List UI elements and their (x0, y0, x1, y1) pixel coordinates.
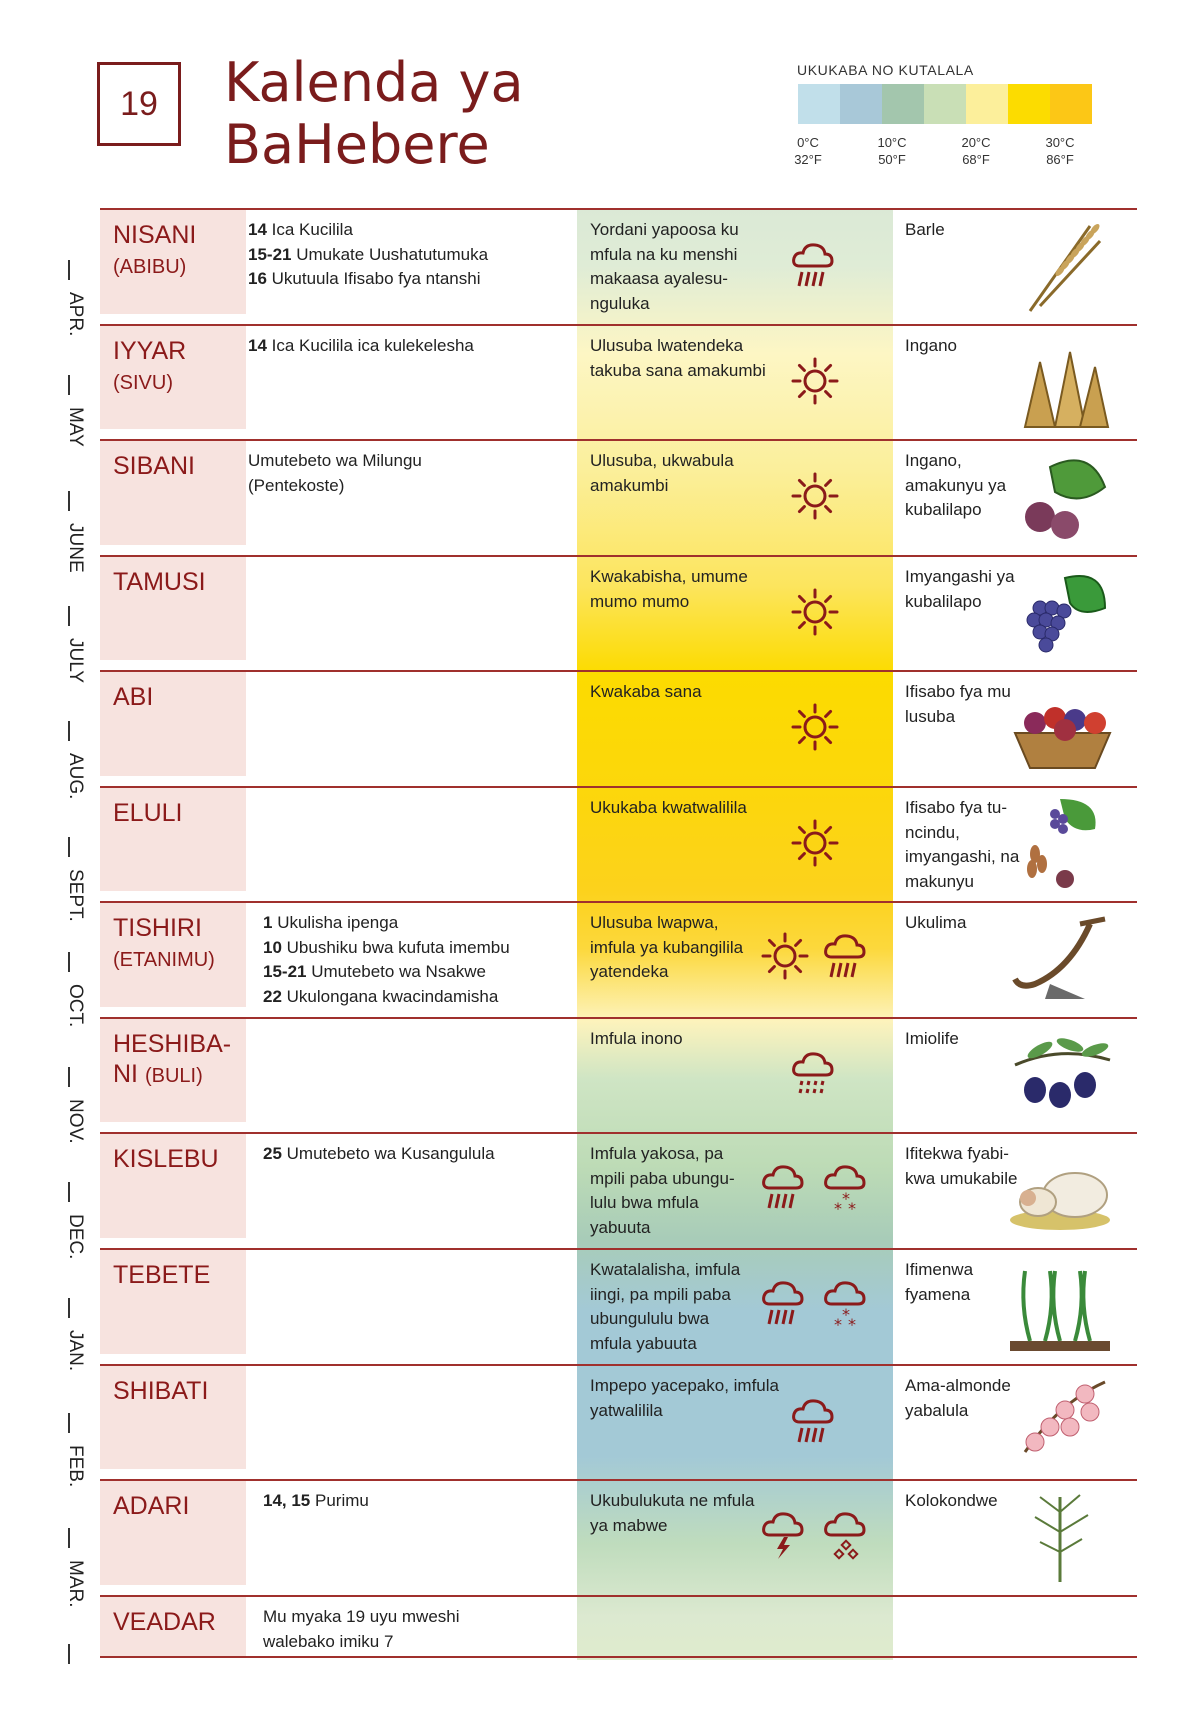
festival-item (263, 1605, 593, 1630)
weather-description: Impepo yacepako, imfula yatwalilila (590, 1376, 779, 1420)
gregorian-separator (68, 375, 70, 395)
festival-text: Ica Kucilila (266, 220, 353, 239)
festival-item (263, 911, 593, 936)
harvest-description: Ama-almonde yabalula (905, 1376, 1011, 1420)
harvest-description: Kolokondwe (905, 1491, 998, 1510)
month-cell (100, 1250, 246, 1354)
festival-text: Umutebeto wa Kusangulula (281, 1144, 495, 1163)
harvest-description: Imyangashi ya kubalilapo (905, 567, 1015, 611)
sun-icon (760, 931, 810, 988)
sheep-icon (1010, 1140, 1115, 1245)
festival-item (263, 1630, 593, 1655)
festival-text: Umutebeto wa Nsakwe (306, 962, 487, 981)
barley-icon (1010, 216, 1115, 321)
month-cell (100, 1481, 246, 1585)
month-row (100, 786, 1137, 901)
sun-icon (790, 587, 840, 644)
hebrew-month-name (113, 1491, 189, 1521)
hebrew-month-line: VEADAR (113, 1608, 216, 1636)
festival-item (263, 960, 593, 985)
festival-text: Umukate Uushatutumuka (291, 244, 489, 264)
festival-text: (Pentekoste) (248, 475, 345, 495)
hebrew-month-name (113, 336, 186, 398)
month-row (100, 1248, 1137, 1364)
legend-tick (778, 134, 838, 168)
harvest-description: Barle (905, 220, 945, 239)
gregorian-separator (68, 952, 70, 972)
svg-text:*: * (848, 1199, 856, 1214)
hebrew-month-line: ELULI (113, 799, 183, 827)
month-row (100, 324, 1137, 439)
festival-day: 25 (263, 1144, 282, 1163)
legend-tick-celsius: 20°C (961, 135, 991, 150)
hebrew-month-line (113, 366, 186, 398)
gregorian-separator (68, 1413, 70, 1433)
gregorian-separator (68, 491, 70, 511)
gregorian-month-label: OCT. (65, 983, 86, 1028)
gregorian-separator (68, 606, 70, 626)
gregorian-month-label: FEB. (65, 1445, 86, 1488)
hebrew-month-name (113, 1144, 219, 1174)
hebrew-month-name (113, 220, 196, 282)
month-cell (100, 788, 246, 891)
legend-swatch (966, 84, 1008, 124)
gregorian-month-label: DEC. (65, 1214, 86, 1260)
month-row (100, 439, 1137, 555)
svg-text:*: * (848, 1315, 856, 1330)
grapes-icon (1010, 563, 1115, 668)
hebrew-month-name (113, 1607, 216, 1637)
month-row (100, 1364, 1137, 1479)
festival-day: 15-21 (248, 244, 292, 264)
festival-day: 10 (263, 937, 282, 957)
legend-swatch (924, 84, 966, 124)
weather-description: Kwatalalisha, imfula iingi, pa mpili paba ubungululu bwa mfula yabuuta (590, 1260, 741, 1353)
hebrew-month-name (113, 451, 195, 481)
legend-tick (862, 134, 922, 168)
hebrew-month-name-cont: NI (113, 1060, 145, 1088)
dates-grapes-figs-icon (1010, 794, 1115, 899)
festival-list (248, 449, 578, 498)
gregorian-month-label: MAY (65, 407, 86, 448)
hebrew-month-line: TAMUSI (113, 568, 206, 596)
sun-icon (790, 818, 840, 875)
light-rain-cloud-icon (790, 1049, 840, 1106)
festival-item (263, 985, 593, 1010)
festival-day: 14, 15 (263, 1491, 311, 1510)
festival-item (248, 243, 578, 268)
hebrew-month-line: NISANI (113, 221, 197, 249)
festival-text: Umutebeto wa Milungu (248, 451, 422, 470)
olives-icon (1010, 1025, 1115, 1130)
festival-item (248, 334, 578, 359)
hebrew-month-line: SIBANI (113, 452, 195, 480)
harvest-description: Ingano, amakunyu ya kubalilapo (905, 451, 1007, 519)
festival-item (248, 218, 578, 243)
snow-cloud-icon (822, 1278, 872, 1335)
legend-swatch (840, 84, 882, 124)
figs-icon (1010, 447, 1115, 552)
weather-description: Ukukaba kwatwalilila (590, 798, 747, 817)
gregorian-separator (68, 1644, 70, 1664)
page-title (224, 52, 524, 176)
festival-day: 1 (263, 913, 273, 932)
fruit-basket-icon (1010, 678, 1115, 783)
legend-tick-fahrenheit: 68°F (962, 152, 990, 167)
festival-text: Ukutuula Ifisabo fya ntanshi (266, 269, 481, 288)
hebrew-month-line: TISHIRI (113, 914, 202, 942)
hebrew-month-name (113, 798, 182, 828)
gregorian-month-label: NOV. (65, 1099, 86, 1144)
month-row (100, 1479, 1137, 1595)
gregorian-month-label: JAN. (65, 1329, 86, 1371)
month-row (100, 670, 1137, 786)
legend-tick-fahrenheit: 86°F (1046, 152, 1074, 167)
rain-cloud-icon (760, 1162, 810, 1219)
month-row (100, 1595, 1137, 1656)
gregorian-separator (68, 1298, 70, 1318)
sun-icon (790, 702, 840, 759)
weather-description: Ulusuba lwapwa, imfula ya kubangilila yatendeka (590, 913, 744, 981)
title-line-2: BaHebere (224, 113, 490, 176)
snow-cloud-icon (822, 1162, 872, 1219)
gregorian-separator (68, 837, 70, 857)
harvest-description: Ingano (905, 336, 957, 355)
month-cell (100, 1366, 246, 1469)
weather-description: Kwakabisha, umume mumo mumo (590, 567, 748, 611)
hebrew-month-line (113, 943, 215, 975)
hebrew-month-line: TEBETE (113, 1261, 211, 1289)
hebrew-month-name (113, 1260, 210, 1290)
month-cell (100, 672, 246, 776)
month-row (100, 1017, 1137, 1132)
month-cell (100, 903, 246, 1007)
hebrew-month-alt-name: (ABIBU) (113, 256, 187, 278)
hebrew-month-name (113, 567, 206, 597)
festival-item (248, 449, 578, 474)
festival-text: Ukulisha ipenga (272, 913, 399, 932)
festival-list (248, 334, 578, 359)
legend-tick-celsius: 0°C (797, 135, 819, 150)
festival-item (263, 936, 593, 961)
month-row (100, 901, 1137, 1017)
festival-text: Mu myaka 19 uyu mweshi (263, 1607, 460, 1626)
weather-description: Ulusuba, ukwabula amakumbi (590, 451, 734, 495)
gregorian-month-label: JULY (65, 637, 86, 683)
month-row (100, 555, 1137, 670)
temperature-legend-bar (798, 84, 1092, 124)
hebrew-month-line: SHIBATI (113, 1377, 209, 1405)
gregorian-month-label: SEPT. (65, 868, 86, 922)
hebrew-month-name (113, 1376, 208, 1406)
sun-icon (790, 471, 840, 528)
month-row (100, 1132, 1137, 1248)
svg-text:*: * (834, 1315, 842, 1330)
table-bottom-rule (100, 1656, 1137, 1658)
harvest-description: Imiolife (905, 1029, 959, 1048)
plow-icon (1010, 909, 1115, 1014)
legend-tick-fahrenheit: 50°F (878, 152, 906, 167)
festival-item (248, 267, 578, 292)
month-cell (100, 441, 246, 545)
hebrew-month-name (113, 1029, 231, 1091)
legend-swatch (798, 84, 840, 124)
month-cell (100, 557, 246, 660)
harvest-description: Ifimenwa fyamena (905, 1260, 974, 1304)
legend-tick-fahrenheit: 32°F (794, 152, 822, 167)
svg-text:*: * (834, 1199, 842, 1214)
weather-description: Ukubulukuta ne mfula ya mabwe (590, 1491, 755, 1535)
gregorian-month-label: JUNE (65, 522, 86, 573)
legend-swatch (1050, 84, 1092, 124)
month-row (100, 208, 1137, 324)
flax-icon (1010, 1487, 1115, 1592)
month-cell (100, 1134, 246, 1238)
rain-cloud-icon (790, 1396, 840, 1453)
hebrew-month-name (113, 913, 215, 975)
almond-blossom-icon (1010, 1372, 1115, 1477)
festival-day: 16 (248, 269, 267, 288)
legend-swatch (882, 84, 924, 124)
hail-cloud-icon (822, 1509, 872, 1566)
month-cell (100, 210, 246, 314)
weather-description: Kwakaba sana (590, 682, 702, 701)
festival-item (248, 474, 578, 499)
festival-day: 14 (248, 220, 267, 239)
gregorian-separator (68, 260, 70, 280)
hebrew-month-line (113, 250, 196, 282)
hebrew-month-line: ADARI (113, 1492, 190, 1520)
gregorian-separator (68, 1182, 70, 1202)
rain-cloud-icon (822, 931, 872, 988)
festival-text: Ukulongana kwacindamisha (281, 986, 499, 1006)
wheat-sheaves-icon (1010, 332, 1115, 437)
gregorian-month-label: APR. (65, 292, 86, 337)
legend-swatch (1008, 84, 1050, 124)
calendar-table (100, 208, 1137, 1660)
weather-description: Ulusuba lwatendeka takuba sana amakumbi (590, 336, 766, 380)
svg-text:*: * (842, 1305, 850, 1324)
gregorian-month-label: MAR. (65, 1560, 86, 1608)
harvest-description: Ifisabo fya tu-ncindu, imyangashi, na makunyu (905, 798, 1020, 891)
hebrew-month-line: IYYAR (113, 337, 187, 365)
festival-day: 15-21 (263, 962, 307, 981)
festival-item (263, 1489, 593, 1514)
gregorian-separator (68, 1067, 70, 1087)
month-cell (100, 1019, 246, 1122)
festival-list (263, 1489, 593, 1514)
festival-list (263, 911, 593, 1009)
hebrew-month-alt-name: (SIVU) (113, 372, 173, 394)
hebrew-month-line: HESHIBA- (113, 1030, 232, 1058)
hebrew-month-line: KISLEBU (113, 1145, 219, 1173)
festival-list (263, 1605, 593, 1654)
harvest-description: Ifitekwa fyabi-kwa umukabile (905, 1144, 1018, 1188)
festival-text: Ubushiku bwa kufuta imembu (281, 937, 510, 957)
rain-cloud-icon (790, 240, 840, 297)
festival-text: walebako imiku 7 (263, 1631, 394, 1651)
weather-description: Yordani yapoosa ku mfula na ku menshi makaasa ayalesu-nguluka (590, 220, 739, 313)
gregorian-separator (68, 721, 70, 741)
legend-tick (1030, 134, 1090, 168)
festival-text: Purimu (310, 1491, 369, 1510)
weather-description: Imfula inono (590, 1029, 683, 1048)
sprouts-icon (1010, 1256, 1115, 1361)
title-line-1: Kalenda ya (224, 51, 524, 114)
festival-item (263, 1142, 593, 1167)
thunder-cloud-icon (760, 1509, 810, 1566)
month-cell (100, 1597, 246, 1656)
hebrew-month-line (113, 1059, 231, 1091)
month-cell (100, 326, 246, 429)
hebrew-month-name (113, 682, 153, 712)
legend-tick (946, 134, 1006, 168)
hebrew-month-alt-name: (ETANIMU) (113, 949, 215, 971)
festival-day: 22 (263, 986, 282, 1006)
weather-description: Imfula yakosa, pa mpili paba ubungu-lulu bwa mfula yabuuta (590, 1144, 735, 1237)
gregorian-separator (68, 1528, 70, 1548)
hebrew-month-alt-name: (BULI) (144, 1065, 203, 1087)
legend-tick-celsius: 10°C (877, 135, 907, 150)
festival-text: Ica Kucilila ica kulekelesha (266, 336, 474, 355)
festival-list (263, 1142, 593, 1167)
festival-day: 14 (248, 336, 267, 355)
rain-cloud-icon (760, 1278, 810, 1335)
temperature-legend-title: UKUKABA NO KUTALALA (797, 62, 974, 78)
gregorian-month-label: AUG. (65, 753, 86, 800)
page-number: 19 (97, 62, 181, 146)
sun-icon (790, 356, 840, 413)
legend-tick-celsius: 30°C (1045, 135, 1075, 150)
hebrew-month-line: ABI (113, 683, 154, 711)
festival-list (248, 218, 578, 292)
harvest-description: Ukulima (905, 913, 967, 932)
svg-text:*: * (842, 1189, 850, 1208)
harvest-description: Ifisabo fya mu lusuba (905, 682, 1011, 726)
